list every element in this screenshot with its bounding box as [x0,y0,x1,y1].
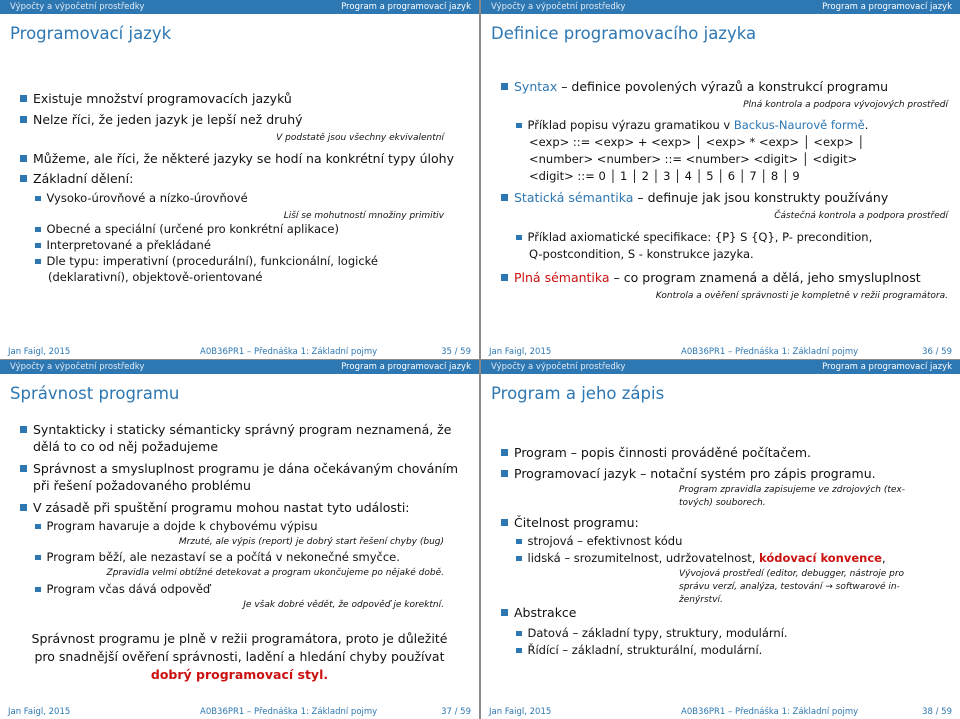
footer-course: A0B36PR1 – Přednáška 1: Základní pojmy [200,347,378,357]
bullet-item: Nelze říci, že jeden jazyk je lepší než druhý [20,112,303,127]
bullet-continuation: při řešení požadovaného problému [33,478,251,493]
note: Vývojová prostředí (editor, debugger, nástroje pro [679,569,905,579]
sub-bullet-item: Příklad popisu výrazu gramatikou v Backus-Naurově formě. [516,118,868,132]
sub-bullet-item: Program běží, ale nezastaví se a počítá v nekonečné smyčce. [35,550,400,564]
bullet-icon [501,449,508,456]
header-section[interactable]: Výpočty a výpočetní prostředky [10,362,145,372]
sub-bullet-continuation: Q-postcondition, S - konstrukce jazyka. [529,247,754,261]
bnf-link[interactable]: Backus-Naurově formě [733,118,865,132]
header-section[interactable]: Výpočty a výpočetní prostředky [10,2,145,12]
bullet-item: Existuje množství programovacích jazyků [20,91,292,106]
slide-header [0,360,479,374]
bullet-icon [501,194,508,201]
note: Částečná kontrola a podpora prostředí [774,211,948,221]
slide-footer [0,346,479,359]
header-section[interactable]: Výpočty a výpočetní prostředky [491,362,626,372]
bullet-icon [35,587,41,593]
note: správu verzí, analýza, testování → softwarové in- [679,582,900,592]
slide-header [481,0,960,14]
bullet-icon [35,259,41,265]
bullet-icon [501,519,508,526]
sub-bullet-item: Program včas dává odpověď [35,582,210,596]
sub-bullet-item: strojová – efektivnost kódu [516,534,682,548]
bullet-icon [35,227,41,233]
header-subsection[interactable]: Program a programovací jazyk [822,362,952,372]
note: ženýrství. [679,595,723,605]
page-number: 38 / 59 [922,707,952,717]
sub-bullet-item: Datová – základní typy, struktury, modulární. [516,626,788,640]
grammar-line: <digit> ::= 0 │ 1 │ 2 │ 3 │ 4 │ 5 │ 6 │ 7 │ 8 │ 9 [529,169,800,183]
page-number: 37 / 59 [441,707,471,717]
footer-course: A0B36PR1 – Přednáška 1: Základní pojmy [681,347,859,357]
footer-author: Jan Faigl, 2015 [489,347,552,357]
bullet-item: Čitelnost programu: [501,515,639,530]
footer-author: Jan Faigl, 2015 [489,707,552,717]
note: Zpravidla velmi obtížné detekovat a program ukončujeme po nějaké době. [106,568,444,578]
note: Je však dobré vědět, že odpověď je korektní. [243,600,444,610]
sub-bullet-item: Řídící – základní, strukturální, modulární. [516,643,762,657]
bullet-icon [35,243,41,249]
note: Liší se mohutností množiny primitiv [283,211,444,221]
bullet-item: Statická sémantika – definuje jak jsou konstrukty používány [501,190,888,205]
bullet-icon [20,504,27,511]
bullet-icon [516,539,522,545]
bullet-icon [20,426,27,433]
bullet-icon [20,465,27,472]
slide-38 [481,360,960,719]
bullet-icon [516,123,522,129]
sub-bullet-item: lidská – srozumitelnost, udržovatelnost, kódovací konvence, [516,551,886,565]
header-section[interactable]: Výpočty a výpočetní prostředky [491,2,626,12]
conclusion-line: pro snadnější ověření správnosti, ladění a hledání chyby používat [34,649,445,664]
bullet-item: Správnost a smysluplnost programu je dána očekávaným chováním [20,461,458,476]
header-subsection[interactable]: Program a programovací jazyk [822,2,952,12]
page-number: 36 / 59 [922,347,952,357]
slide-title: Programovací jazyk [10,24,172,43]
bullet-icon [516,648,522,654]
slide-35 [0,0,479,359]
note: tových) souborech. [679,498,766,508]
bullet-item: Program – popis činnosti prováděné počítačem. [501,445,811,460]
bullet-icon [20,175,27,182]
bullet-icon [501,609,508,616]
conclusion-line: Správnost programu je plně v režii programátora, proto je důležité [31,631,448,646]
slide-title: Definice programovacího jazyka [491,24,757,43]
bullet-icon [516,631,522,637]
sub-bullet-item: Dle typu: imperativní (procedurální), funkcionální, logické [35,254,378,268]
note: Mrzuté, ale výpis (report) je dobrý start řešení chyby (bug) [178,537,444,547]
note: Kontrola a ověření správnosti je kompletně v režii programátora. [655,291,948,301]
bullet-item: Programovací jazyk – notační systém pro zápis programu. [501,466,876,481]
sub-bullet-item: Vysoko-úrovňové a nízko-úrovňové [35,191,248,205]
slide-36 [481,0,960,359]
footer-course: A0B36PR1 – Přednáška 1: Základní pojmy [681,707,859,717]
note: Program zpravidla zapisujeme ve zdrojových (tex- [679,485,905,495]
bullet-icon [35,524,41,530]
slide-footer [481,706,960,719]
slide-footer [481,346,960,359]
bullet-icon [20,95,27,102]
slide-header [0,0,479,14]
slide-37 [0,360,479,719]
bullet-icon [516,556,522,562]
note: V podstatě jsou všechny ekvivalentní [276,133,444,143]
header-subsection[interactable]: Program a programovací jazyk [341,362,471,372]
grammar-line: <number> <number> ::= <number> <digit> │ <digit> [529,152,858,166]
slide-title: Správnost programu [10,384,180,403]
bullet-item: Abstrakce [501,605,577,620]
slide-header [481,360,960,374]
header-subsection[interactable]: Program a programovací jazyk [341,2,471,12]
sub-bullet-item: Program havaruje a dojde k chybovému výpisu [35,519,318,533]
conclusion-emphasis: dobrý programovací styl. [150,667,329,682]
bullet-icon [20,116,27,123]
footer-course: A0B36PR1 – Přednáška 1: Základní pojmy [200,707,378,717]
bullet-icon [35,555,41,561]
bullet-icon [501,83,508,90]
bullet-item: V zásadě při spuštění programu mohou nastat tyto události: [20,500,410,515]
slide-title: Program a jeho zápis [491,384,665,403]
bullet-item: Syntax – definice povolených výrazů a konstrukcí programu [501,79,888,94]
bullet-icon [501,470,508,477]
grammar-line: <exp> ::= <exp> + <exp> │ <exp> * <exp> │ <exp> │ [529,135,865,149]
bullet-icon [516,235,522,241]
bullet-icon [20,155,27,162]
coding-conventions-highlight: kódovací konvence [759,551,882,565]
slide-footer [0,706,479,719]
note: Plná kontrola a podpora vývojových prostředí [743,100,948,110]
footer-author: Jan Faigl, 2015 [8,707,71,717]
bullet-continuation: dělá to co od něj požadujeme [33,439,219,454]
sub-bullet-item: Příklad axiomatické specifikace: {P} S {Q}, P- precondition, [516,230,872,244]
bullet-icon [501,274,508,281]
bullet-item: Plná sémantika – co program znamená a dělá, jeho smysluplnost [501,270,921,285]
page-number: 35 / 59 [441,347,471,357]
sub-bullet-item: Obecné a speciální (určené pro konkrétní aplikace) [35,222,339,236]
bullet-item: Základní dělení: [20,171,133,186]
sub-bullet-continuation: (deklarativní), objektově-orientované [48,270,263,284]
footer-author: Jan Faigl, 2015 [8,347,71,357]
bullet-item: Syntakticky i staticky sémanticky správný program neznamená, že [20,422,451,437]
bullet-item: Můžeme, ale říci, že některé jazyky se hodí na konkrétní typy úlohy [20,151,454,166]
sub-bullet-item: Interpretované a překládané [35,238,211,252]
bullet-icon [35,196,41,202]
